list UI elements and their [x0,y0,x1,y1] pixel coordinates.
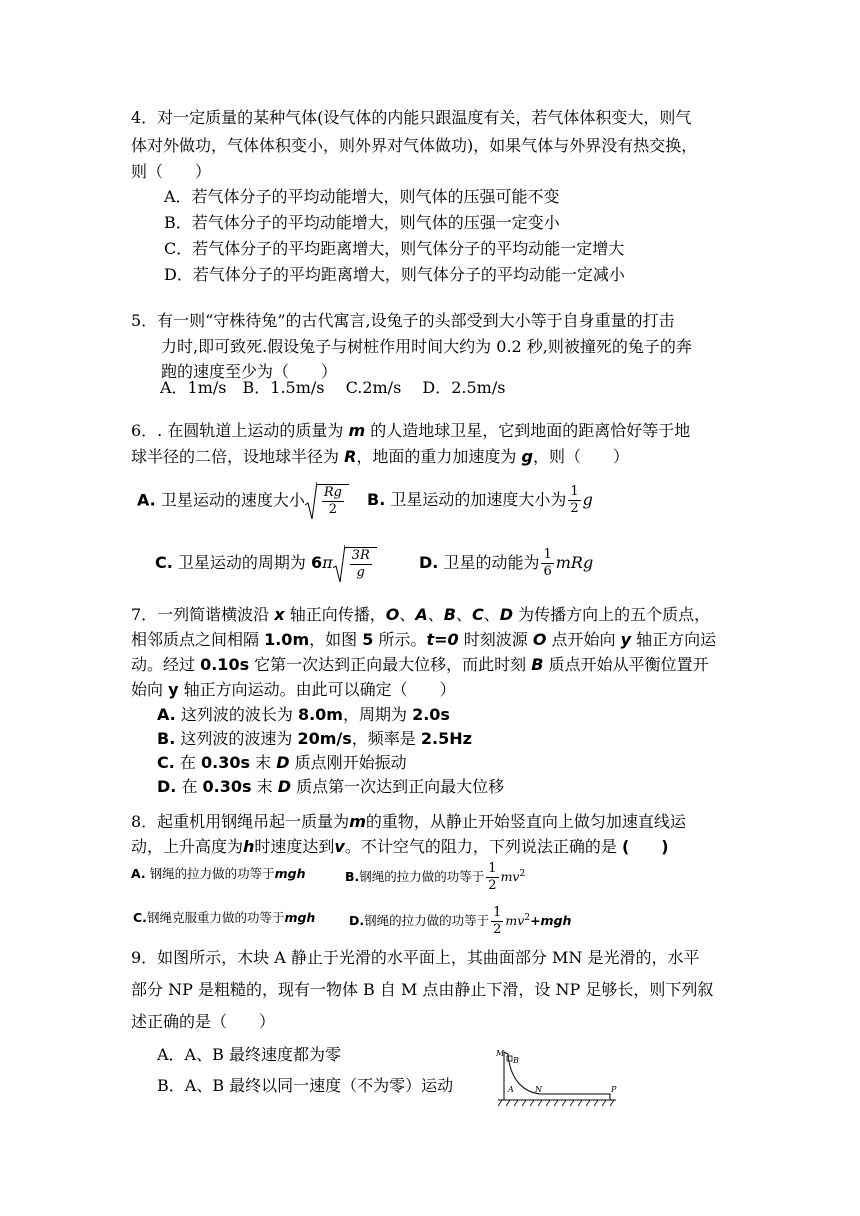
q8-option-c: C.钢绳克服重力做的功等于mgh [133,910,316,925]
q6-option-a: A. 卫星运动的速度大小 $\frac{Rg}{2}$ [137,481,349,521]
q4-stem-line-1: 4．对一定质量的某种气体(设气体的内能只跟温度有关，若气体体积变大，则气 [131,108,692,127]
q6-option-b: B. 卫星运动的加速度大小为 $\frac{1}{2}$ g [367,484,593,516]
svg-text:P: P [611,1085,617,1094]
q7-stem-line-2: 相邻质点之间相隔 1.0m，如图 5 所示。t=0 时刻波源 O 点开始向 y 轴正方向运 [131,630,717,649]
q9-figure [494,1048,622,1114]
q8-stem-line-2: 动，上升高度为h时速度达到v。不计空气的阻力，下列说法正确的是 ( ) [131,837,669,856]
sqrt-symbol: $\frac{Rg}{2}$ [305,481,349,521]
q9-stem-line-1: 9．如图所示，木块 A 静止于光滑的水平面上，其曲面部分 MN 是光滑的，水平 [131,948,700,967]
q6-stem-line-1: 6．. 在圆轨道上运动的质量为 m 的人造地球卫星，它到地面的距离恰好等于地 [131,421,691,440]
q9-stem-line-3: 述正确的是（ ） [131,1012,276,1031]
q9-stem-line-2: 部分 NP 是粗糙的，现有一物体 B 自 M 点由静止下滑，设 NP 足够长，则下列叙 [131,980,714,999]
q7-option-d: D. 在 0.30s 末 D 质点第一次达到正向最大位移 [157,777,505,796]
svg-text:A: A [508,1085,514,1094]
q5-stem-line-2: 力时,即可致死.假设兔子与树桩作用时间大约为 0.2 秒,则被撞死的兔子的奔 [161,337,692,356]
svg-text:M: M [496,1049,505,1058]
q5-options: A．1m/s B．1.5m/s C.2m/s D．2.5m/s [160,378,506,397]
q7-option-a: A. 这列波的波长为 8.0m，周期为 2.0s [157,705,450,724]
q4-option-a: A．若气体分子的平均动能增大，则气体的压强可能不变 [164,187,560,206]
q5-stem-line-1: 5．有一则“守株待兔”的古代寓言,设兔子的头部受到大小等于自身重量的打击 [131,311,675,330]
svg-text:N: N [535,1085,542,1094]
q6-option-d: D. 卫星的动能为 $\frac{1}{6}$ mRg [419,547,594,579]
block-slope-diagram [494,1048,622,1110]
sqrt-symbol: $\frac{3R}{g}$ [333,544,377,584]
q4-option-b: B．若气体分子的平均动能增大，则气体的压强一定变小 [164,213,560,232]
q7-option-b: B. 这列波的波速为 20m/s，频率是 2.5Hz [157,729,472,748]
q9-option-a: A．A、B 最终速度都为零 [157,1045,341,1064]
svg-text:B: B [513,1056,519,1065]
q4-option-c: C．若气体分子的平均距离增大，则气体分子的平均动能一定增大 [164,239,625,258]
q6-option-c: C. 卫星运动的周期为 6π $\frac{3R}{g}$ [155,542,377,584]
q7-option-c: C. 在 0.30s 末 D 质点刚开始振动 [157,753,407,772]
q7-stem-line-3: 动。经过 0.10s 它第一次达到正向最大位移，而此时刻 B 质点开始从平衡位置开 [131,655,709,674]
q8-option-b: B.钢绳的拉力做的功等于 $\frac{1}{2}$ $mv^2$ [345,861,526,894]
q8-option-d: D.钢绳的拉力做的功等于 $\frac{1}{2}$ $mv^2+mgh$ [349,905,572,938]
q8-stem-line-1: 8．起重机用钢绳吊起一质量为m的重物，从静止开始竖直向上做匀加速直线运 [131,812,686,831]
q9-option-b: B．A、B 最终以同一速度（不为零）运动 [157,1076,454,1095]
q4-option-d: D．若气体分子的平均距离增大，则气体分子的平均动能一定减小 [164,265,625,284]
q7-stem-line-1: 7．一列简谐横波沿 x 轴正向传播，O、A、B、C、D 为传播方向上的五个质点， [131,605,711,624]
q7-stem-line-4: 始向 y 轴正方向运动。由此可以确定（ ） [131,680,456,699]
q8-option-a: A. 钢绳的拉力做的功等于mgh [131,866,306,881]
q4-stem-line-3: 则（ ） [131,162,212,181]
q6-stem-line-2: 球半径的二倍，设地球半径为 R，地面的重力加速度为 g，则（ ） [131,447,629,466]
q4-stem-line-2: 体对外做功，气体体积变小，则外界对气体做功)，如果气体与外界没有热交换， [131,136,698,155]
q5-stem-line-3: 跑的速度至少为（ ） [161,362,338,381]
